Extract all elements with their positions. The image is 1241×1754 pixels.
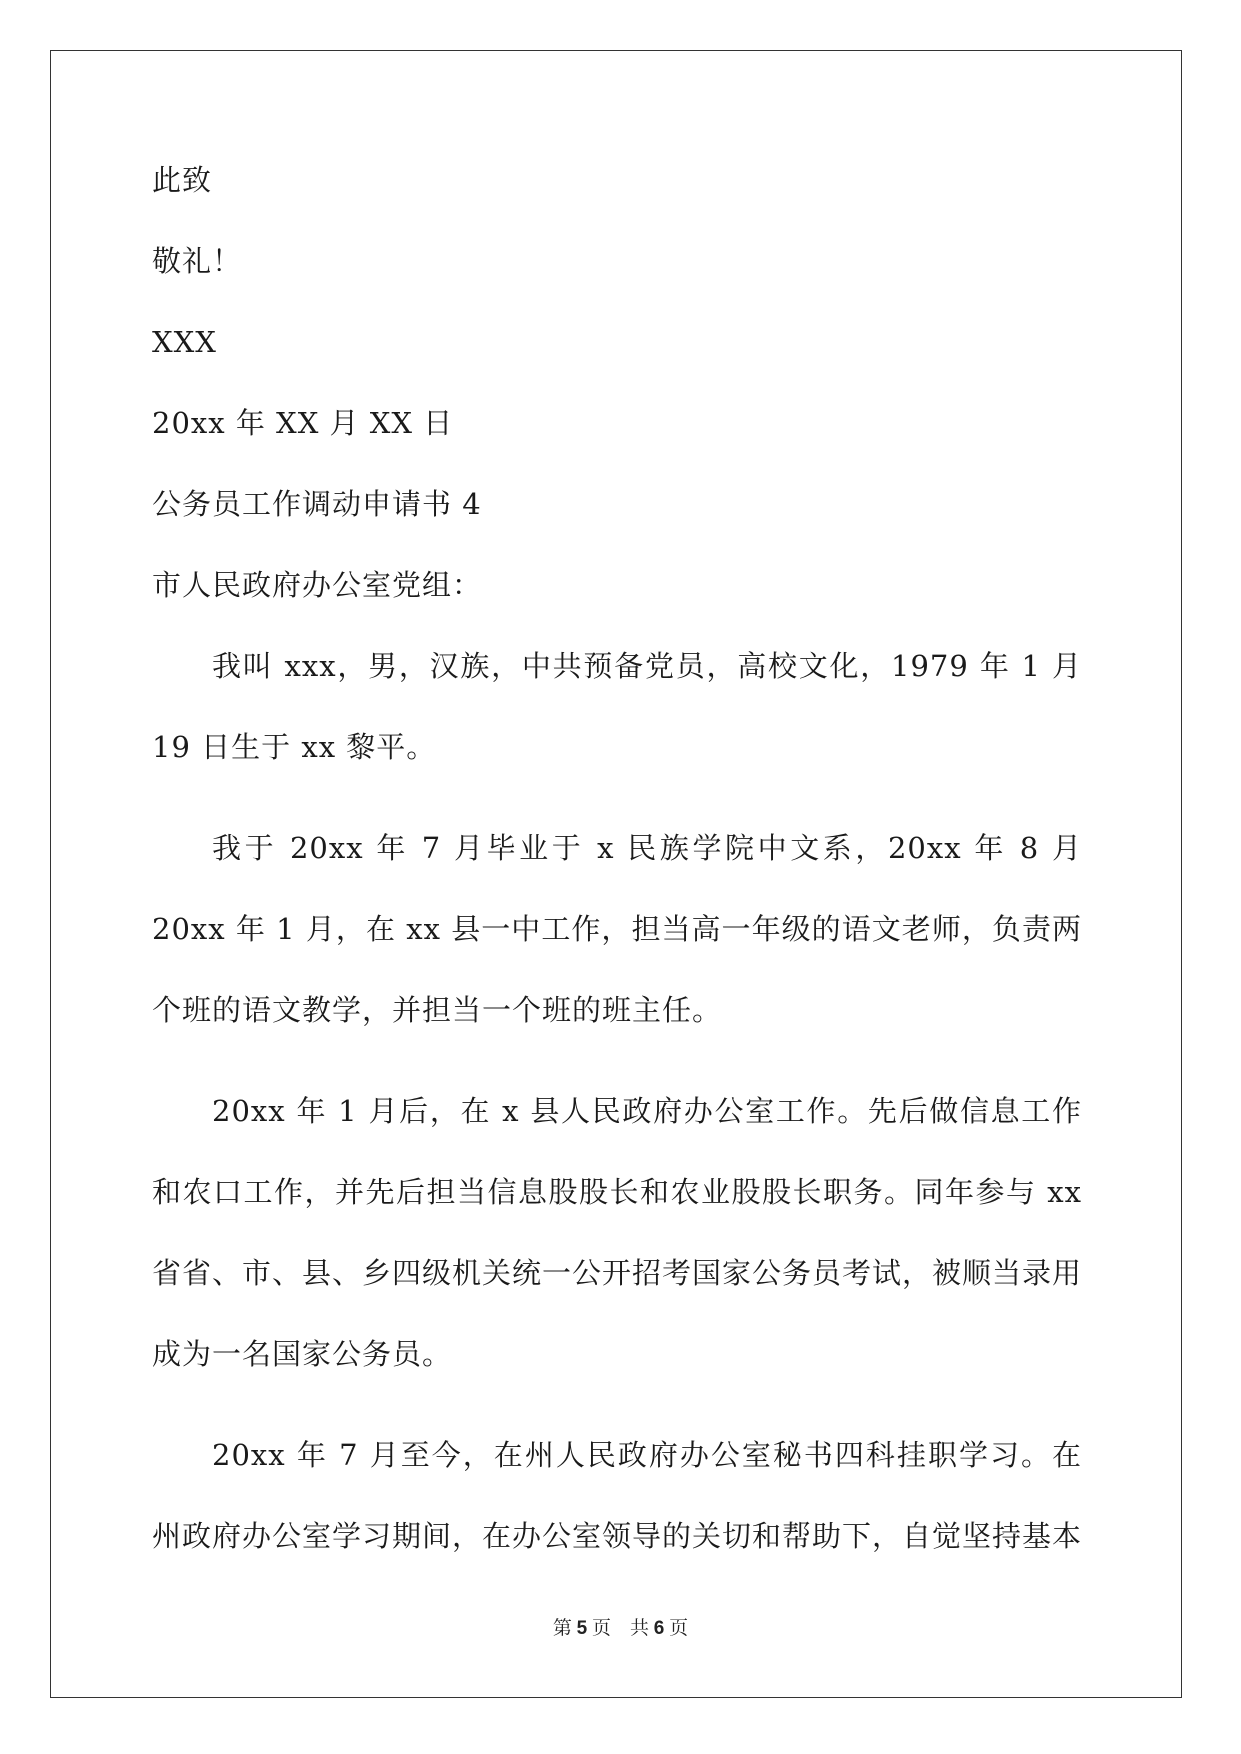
date-line: 20xx 年 XX 月 XX 日 [152,406,454,440]
footer-middle: 页 共 [591,1618,649,1639]
footer-current-page: 5 [576,1618,588,1639]
paragraph-1: 我叫 xxx，男，汉族，中共预备党员，高校文化，1979 年 1 月 19 日生于 xx 黎平。 [152,649,1082,764]
section-title: 公务员工作调动申请书 4 [152,487,482,521]
paragraph-2: 我于 20xx 年 7 月毕业于 x 民族学院中文系，20xx 年 8 月 20xx 年 1 月，在 xx 县一中工作，担当高一年级的语文老师，负责两个班的语文教学，并担当一个班的班主任。 [152,831,1082,1027]
signature-line: XXX [152,325,217,359]
footer-total-pages: 6 [653,1618,665,1639]
footer-suffix: 页 [669,1618,689,1639]
document-body [152,160,1082,1617]
addressee-line: 市人民政府办公室党组： [152,568,483,602]
footer-prefix: 第 [552,1618,572,1639]
salute-line: 敬礼！ [152,244,243,278]
paragraph-4: 20xx 年 7 月至今，在州人民政府办公室秘书四科挂职学习。在州政府办公室学习期间，在办公室领导的关切和帮助下，自觉坚持基本 [152,1438,1083,1553]
page-footer [0,1613,1241,1640]
closing-line: 此致 [152,163,213,197]
paragraph-3: 20xx 年 1 月后，在 x 县人民政府办公室工作。先后做信息工作和农口工作，并先后担当信息股股长和农业股股长职务。同年参与 xx 省省、市、县、乡四级机关统一公开招考国家公务员考试，被顺当录用成为一名国家公务员。 [152,1094,1083,1371]
